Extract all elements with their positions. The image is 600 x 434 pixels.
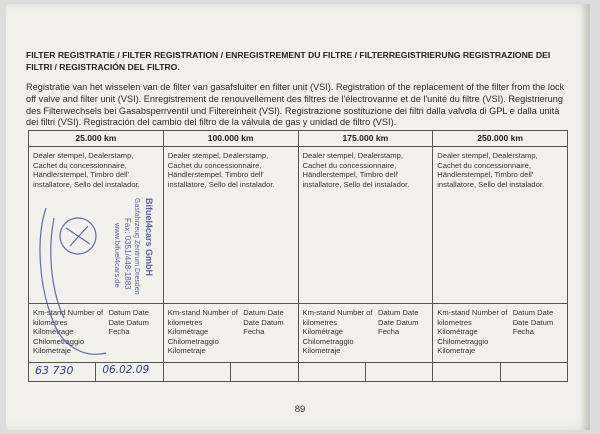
stamp-label: Dealer stempel, Dealerstamp, Cachet du concessionnaire, Händlerstempel, Timbro dell' installatore, Sello del instalador. [437, 151, 545, 189]
filter-registration-table [28, 130, 568, 382]
page-spine-shadow [580, 4, 590, 430]
stamp-cell-175000 [298, 147, 433, 304]
column-header-100000: 100.000 km [163, 131, 298, 147]
column-header-250000: 250.000 km [433, 131, 568, 147]
stamp-label: Dealer stempel, Dealerstamp, Cachet du concessionnaire, Händlerstempel, Timbro dell' installatore, Sello del instalador. [167, 151, 275, 189]
stamp-row [29, 147, 568, 304]
stamp-cell-100000 [163, 147, 298, 304]
handwritten-km: 63 730 [35, 364, 74, 377]
handwritten-row [29, 363, 568, 382]
km-date-cell-175000 [298, 304, 433, 363]
entry-cell-250000 [433, 363, 568, 382]
km-date-row [29, 304, 568, 363]
stamp-line-3: Fax: 0351/448-1883 [123, 218, 132, 290]
entry-cell-175000 [298, 363, 433, 382]
km-date-cell-250000 [433, 304, 568, 363]
km-label: Km-stand Number of kilometres Kilométrage Chilometraggio Kilometraje [437, 308, 508, 356]
stamp-line-4: www.bifuel4cars.de [113, 223, 122, 288]
page-number: 89 [294, 404, 306, 415]
km-label: Km-stand Number of kilometres Kilométrage Chilometraggio Kilometraje [167, 308, 238, 356]
km-label: Km-stand Number of kilometres Kilométrage Chilometraggio Kilometraje [33, 308, 104, 356]
stamp-line-2: Gasfahrzeug Zentrum Dresden [133, 198, 140, 295]
km-date-cell-100000 [163, 304, 298, 363]
stamp-label: Dealer stempel, Dealerstamp, Cachet du concessionnaire, Händlerstempel, Timbro dell' installatore, Sello del instalador. [33, 151, 140, 189]
entry-cell-25000 [29, 363, 164, 382]
km-date-cell-25000 [29, 304, 164, 363]
stamp-cell-25000 [29, 147, 164, 304]
header-row [29, 131, 568, 147]
stamp-label: Dealer stempel, Dealerstamp, Cachet du concessionnaire, Händlerstempel, Timbro dell' installatore, Sello del instalador. [302, 151, 410, 189]
date-label: Datum Date Date Datum Fecha [377, 308, 419, 337]
stamp-line-1: Bifuel4cars GmbH [144, 198, 154, 277]
column-header-175000: 175.000 km [298, 131, 433, 147]
date-label: Datum Date Date Datum Fecha [512, 308, 554, 337]
stamp-cell-250000 [433, 147, 568, 304]
date-label: Datum Date Date Datum Fecha [108, 308, 149, 337]
km-label: Km-stand Number of kilometres Kilométrage Chilometraggio Kilometraje [302, 308, 373, 356]
intro-paragraph: Registratie van het wisselen van de filter van gasafsluiter en filter unit (VSI). Registration of the replacement of the filter from the lock off valve and filter unit (VSI). Enregistrement de renouvellement des filtres de l'électrovanne et de l'unité du filtre (VSI). Registrierung des Filterwechsels bei Gasabsperrventil und Filtereinheit (VSI). Registrazione sostituzione dei filtri dalla valvola di GPL e dalla unità dei filtri (VSI). Registración del cambio del filtro de la válvula de gas y unidad de filtro (VSI). [26, 82, 565, 128]
entry-cell-100000 [163, 363, 298, 382]
column-header-25000: 25.000 km [29, 131, 164, 147]
section-title: FILTER REGISTRATIE / FILTER REGISTRATION / ENREGISTREMENT DU FILTRE / FILTERREGISTRIERUNG REGISTRAZIONE DEI FILTRI / REGISTRACIÓN DEL FILTRO. [26, 50, 551, 72]
handwritten-date: 06.02.09 [102, 364, 150, 376]
date-label: Datum Date Date Datum Fecha [243, 308, 284, 337]
